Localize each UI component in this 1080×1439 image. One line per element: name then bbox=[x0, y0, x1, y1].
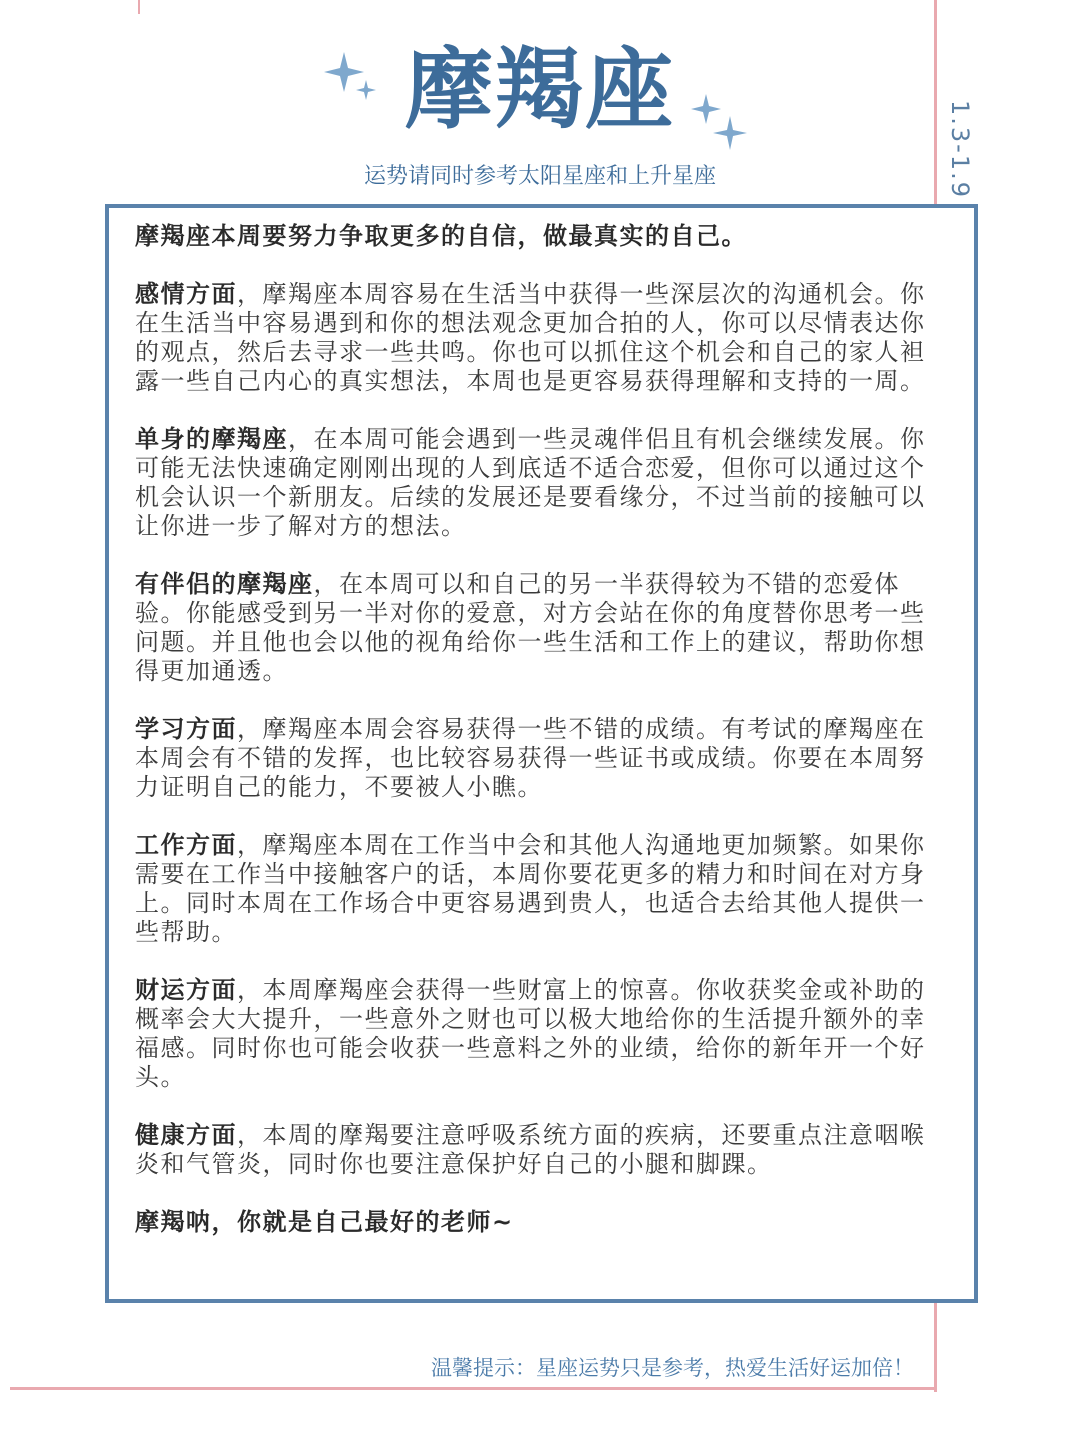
section-text: ，摩羯座本周容易在生活当中获得一些深层次的沟通机会。你在生活当中容易遇到和你的想法观念更加合拍的人，你可以尽情表达你的观点，然后去寻求一些共鸣。你也可以抓住这个机会和自己的家人袒露一些自己内心的真实想法，本周也是更容易获得理解和支持的一周。 bbox=[135, 280, 926, 395]
section-heading: 健康方面 bbox=[135, 1121, 237, 1149]
section-text: ，摩羯座本周会容易获得一些不错的成绩。有考试的摩羯座在本周会有不错的发挥，也比较容易获得一些证书或成绩。你要在本周努力证明自己的能力，不要被人小瞧。 bbox=[135, 715, 926, 801]
decorative-horizontal-line bbox=[10, 1387, 937, 1390]
horoscope-content bbox=[135, 222, 935, 1266]
section-text: ，在本周可能会遇到一些灵魂伴侣且有机会继续发展。你可能无法快速确定刚刚出现的人到底适不适合恋爱，但你可以通过这个机会认识一个新朋友。后续的发展还是要看缘分，不过当前的接触可以让你进一步了解对方的想法。 bbox=[135, 425, 926, 540]
section-single bbox=[135, 425, 935, 541]
section-text: ，本周的摩羯要注意呼吸系统方面的疾病，还要重点注意咽喉炎和气管炎，同时你也要注意保护好自己的小腿和脚踝。 bbox=[135, 1121, 926, 1178]
footer-tip: 温馨提示：星座运势只是参考，热爱生活好运加倍！ bbox=[431, 1356, 914, 1380]
intro-text: 摩羯座本周要努力争取更多的自信，做最真实的自己。 bbox=[135, 222, 747, 250]
section-love bbox=[135, 280, 935, 396]
section-heading: 财运方面 bbox=[135, 976, 237, 1004]
section-heading: 单身的摩羯座 bbox=[135, 425, 288, 453]
section-heading: 有伴侣的摩羯座 bbox=[135, 570, 314, 598]
intro-paragraph bbox=[135, 222, 935, 251]
section-text: ，在本周可以和自己的另一半获得较为不错的恋爱体验。你能感受到另一半对你的爱意，对方会站在你的角度替你思考一些问题。并且他也会以他的视角给你一些生活和工作上的建议，帮助你想得更加通透。 bbox=[135, 570, 926, 685]
section-heading: 感情方面 bbox=[135, 280, 237, 308]
section-heading: 学习方面 bbox=[135, 715, 237, 743]
closing-paragraph bbox=[135, 1208, 935, 1237]
page-subtitle: 运势请同时参考太阳星座和上升星座 bbox=[363, 164, 716, 189]
section-work bbox=[135, 831, 935, 947]
page-title: 摩羯座 bbox=[404, 38, 675, 141]
section-text: ，本周摩羯座会获得一些财富上的惊喜。你收获奖金或补助的概率会大大提升，一些意外之财也可以极大地给你的生活提升额外的幸福感。同时你也可能会收获一些意料之外的业绩，给你的新年开一个好头。 bbox=[135, 976, 926, 1091]
closing-text: 摩羯呐，你就是自己最好的老师~ bbox=[135, 1208, 514, 1236]
decorative-tick bbox=[138, 0, 140, 14]
section-wealth bbox=[135, 976, 935, 1092]
section-health bbox=[135, 1121, 935, 1179]
section-study bbox=[135, 715, 935, 802]
section-heading: 工作方面 bbox=[135, 831, 237, 859]
date-range: 1.3-1.9 bbox=[946, 100, 974, 199]
section-text: ，摩羯座本周在工作当中会和其他人沟通地更加频繁。如果你需要在工作当中接触客户的话，本周你要花更多的精力和时间在对方身上。同时本周在工作场合中更容易遇到贵人，也适合去给其他人提供一些帮助。 bbox=[135, 831, 926, 946]
section-partnered bbox=[135, 570, 935, 686]
